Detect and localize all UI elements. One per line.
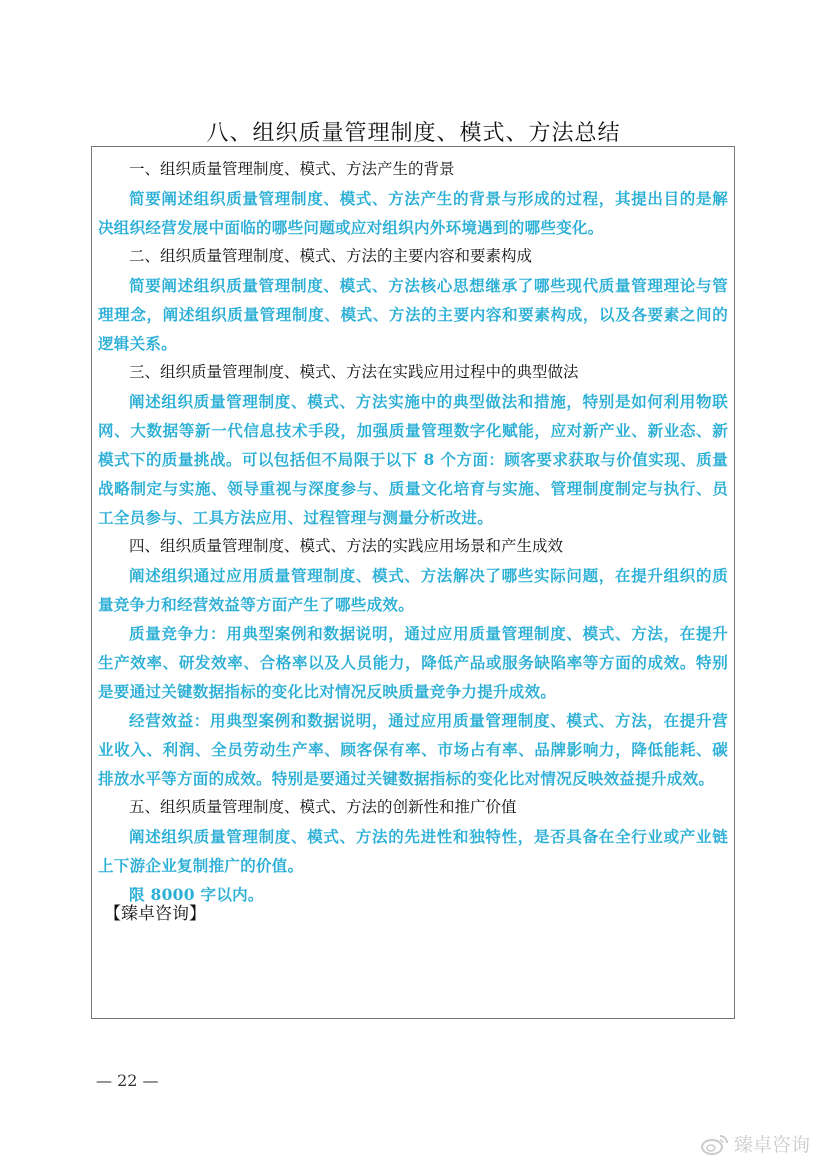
page-title: 八、组织质量管理制度、模式、方法总结 bbox=[206, 121, 621, 146]
watermark-text: 臻卓咨询 bbox=[734, 1134, 811, 1156]
section-heading-3: 三、组织质量管理制度、模式、方法在实践应用过程中的典型做法 bbox=[129, 363, 579, 381]
weibo-icon bbox=[700, 1133, 730, 1155]
content-body bbox=[98, 155, 728, 909]
watermark bbox=[700, 1130, 810, 1157]
section-5-paragraph: 阐述组织质量管理制度、模式、方法的先进性和独特性，是否具备在全行业或产业链上下游企业复制推广的价值。 bbox=[98, 827, 728, 875]
section-4-paragraph-1: 阐述组织通过应用质量管理制度、模式、方法解决了哪些实际问题，在提升组织的质量竞争力和经营效益等方面产生了哪些成效。 bbox=[98, 566, 728, 614]
page-number: — 22 — bbox=[96, 1071, 159, 1090]
section-1-paragraph: 简要阐述组织质量管理制度、模式、方法产生的背景与形成的过程，其提出目的是解决组织经营发展中面临的哪些问题或应对组织内外环境遇到的哪些变化。 bbox=[98, 189, 728, 237]
section-4-paragraph-benefit: 经营效益：用典型案例和数据说明，通过应用质量管理制度、模式、方法，在提升营业收入、利润、全员劳动生产率、顾客保有率、市场占有率、品牌影响力，降低能耗、碳排放水平等方面的成效。特别是要通过关键数据指标的变化比对情况反映效益提升成效。 bbox=[98, 711, 728, 788]
content-box bbox=[91, 146, 735, 1019]
section-4-paragraph-quality: 质量竞争力：用典型案例和数据说明，通过应用质量管理制度、模式、方法，在提升生产效率、研发效率、合格率以及人员能力，降低产品或服务缺陷率等方面的成效。特别是要通过关键数据指标的变化比对情况反映质量竞争力提升成效。 bbox=[98, 624, 728, 701]
section-heading-5: 五、组织质量管理制度、模式、方法的创新性和推广价值 bbox=[129, 798, 517, 816]
section-heading-2: 二、组织质量管理制度、模式、方法的主要内容和要素构成 bbox=[129, 247, 533, 265]
section-3-paragraph: 阐述组织质量管理制度、模式、方法实施中的典型做法和措施，特别是如何利用物联网、大数据等新一代信息技术手段，加强质量管理数字化赋能，应对新产业、新业态、新模式下的质量挑战。可以包括但不局限于以下 8 个方面：顾客要求获取与价值实现、质量战略制定与实施、领导重视与深度参与、质量文化培育与实施、管理制度制定与执行、员工全员参与、工具方法应用、过程管理与测量分析改进。 bbox=[98, 392, 728, 527]
section-2-paragraph: 简要阐述组织质量管理制度、模式、方法核心思想继承了哪些现代质量管理理论与管理理念，阐述组织质量管理制度、模式、方法的主要内容和要素构成，以及各要素之间的逻辑关系。 bbox=[98, 276, 728, 353]
section-heading-4: 四、组织质量管理制度、模式、方法的实践应用场景和产生成效 bbox=[129, 537, 564, 555]
brand-tag: 【臻卓咨询】 bbox=[104, 904, 206, 924]
word-limit-note: 限 8000 字以内。 bbox=[129, 885, 264, 904]
section-heading-1: 一、组织质量管理制度、模式、方法产生的背景 bbox=[129, 160, 455, 178]
